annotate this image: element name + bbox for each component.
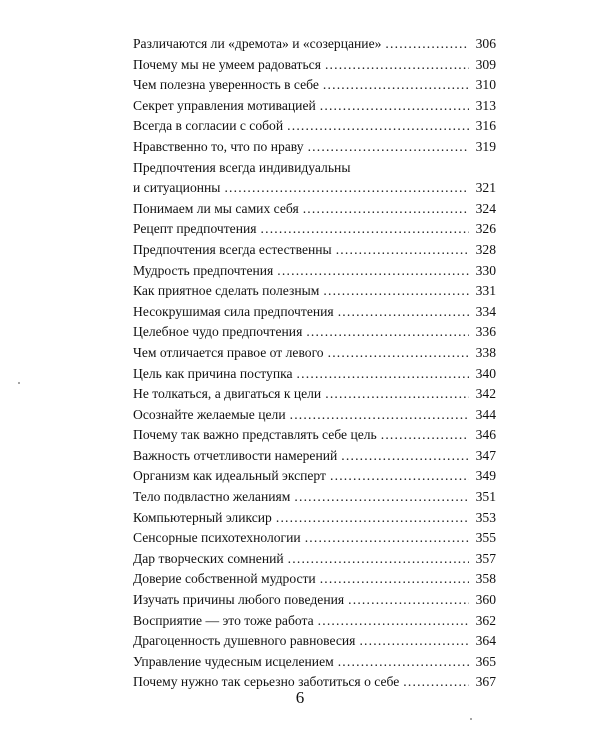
toc-entry-page: 355: [475, 530, 496, 546]
toc-entry: [133, 528, 496, 549]
toc-entry-page: 324: [475, 200, 496, 216]
scan-speck: [18, 382, 20, 384]
toc-dot-leader: [303, 199, 469, 220]
toc-entry-page: 310: [475, 77, 496, 93]
toc-entry-title: Различаются ли «дремота» и «созерцание»: [133, 36, 382, 51]
toc-dot-leader: [381, 425, 469, 446]
toc-entry-page: 313: [475, 97, 496, 113]
toc-entry-page: 347: [475, 447, 496, 463]
toc-entry-page: 353: [475, 509, 496, 525]
toc-entry: [133, 55, 496, 76]
toc-entry: [133, 466, 496, 487]
toc-entry-page: 319: [475, 138, 496, 154]
toc-entry-page: 351: [475, 489, 496, 505]
toc-entry: [133, 631, 496, 652]
toc-entry: [133, 281, 496, 302]
toc-entry-page: 362: [475, 612, 496, 628]
toc-entry: [133, 322, 496, 343]
toc-entry-title: Почему так важно представлять себе цель: [133, 427, 377, 443]
toc-entry: [133, 611, 496, 632]
toc-entry: [133, 75, 496, 96]
toc-dot-leader: [359, 631, 469, 652]
toc-entry: [133, 116, 496, 137]
toc-entry: [133, 549, 496, 570]
toc-entry-page: 349: [475, 468, 496, 484]
toc-entry-page: 328: [475, 241, 496, 257]
toc-dot-leader: [320, 96, 469, 117]
toc-entry-page: 309: [475, 56, 496, 72]
toc-entry-title: Предпочтения всегда естественны: [133, 241, 332, 257]
toc-entry: [133, 343, 496, 364]
toc-entry: [133, 364, 496, 385]
toc-dot-leader: [297, 364, 469, 385]
toc-entry-title: Целебное чудо предпочтения: [133, 324, 303, 340]
toc-dot-leader: [294, 487, 469, 508]
toc-entry-title: Чем полезна уверенность в себе: [133, 77, 319, 93]
toc-entry-page: 321: [475, 180, 496, 196]
toc-dot-leader: [336, 240, 469, 261]
toc-entry-page: 331: [475, 283, 496, 299]
table-of-contents: [133, 34, 496, 693]
toc-dot-leader: [318, 611, 469, 632]
toc-entry: [133, 240, 496, 261]
toc-dot-leader: [338, 302, 469, 323]
toc-dot-leader: [323, 281, 469, 302]
toc-entry: [133, 96, 496, 117]
toc-entry-title: Чем отличается правое от левого: [133, 344, 324, 360]
toc-entry-page: 358: [475, 571, 496, 587]
toc-dot-leader: [305, 528, 469, 549]
toc-entry-page: 364: [475, 633, 496, 649]
toc-dot-leader: [385, 34, 469, 55]
toc-entry: [133, 405, 496, 426]
toc-entry-title: Дар творческих сомнений: [133, 550, 284, 566]
toc-dot-leader: [325, 384, 469, 405]
toc-entry-page: 326: [475, 221, 496, 237]
toc-entry-continuation: [133, 178, 496, 199]
toc-entry-page: 336: [475, 324, 496, 340]
toc-entry-page: 330: [475, 262, 496, 278]
toc-entry: [133, 569, 496, 590]
toc-dot-leader: [261, 219, 469, 240]
toc-dot-leader: [320, 569, 469, 590]
toc-dot-leader: [328, 343, 469, 364]
toc-entry: [133, 302, 496, 323]
toc-entry-title: и ситуационны: [133, 180, 221, 196]
toc-entry-title: Рецепт предпочтения: [133, 221, 257, 237]
toc-entry-title: Управление чудесным исцелением: [133, 653, 334, 669]
toc-entry: [133, 158, 496, 199]
toc-entry: [133, 261, 496, 282]
toc-entry-title: Цель как причина поступка: [133, 365, 293, 381]
toc-dot-leader: [338, 652, 469, 673]
toc-entry-page: 346: [475, 427, 496, 443]
toc-entry-title: Важность отчетливости намерений: [133, 447, 338, 463]
toc-entry-title: Как приятное сделать полезным: [133, 283, 320, 299]
toc-entry: [133, 590, 496, 611]
toc-entry-title: Драгоценность душевного равновесия: [133, 633, 356, 649]
toc-entry: [133, 384, 496, 405]
toc-dot-leader: [288, 549, 469, 570]
toc-entry-page: 338: [475, 344, 496, 360]
toc-entry-page: 367: [475, 674, 496, 690]
toc-entry-title: Организм как идеальный эксперт: [133, 468, 326, 484]
toc-entry: [133, 425, 496, 446]
toc-entry-page: 344: [475, 406, 496, 422]
toc-entry-title: Осознайте желаемые цели: [133, 406, 286, 422]
toc-entry: [133, 137, 496, 158]
toc-entry-title: Сенсорные психотехнологии: [133, 530, 301, 546]
toc-entry: [133, 652, 496, 673]
toc-entry-page: 357: [475, 550, 496, 566]
toc-entry-title: Несокрушимая сила предпочтения: [133, 303, 334, 319]
toc-entry-page: 360: [475, 592, 496, 608]
toc-entry-title: Секрет управления мотивацией: [133, 97, 316, 113]
toc-entry: [133, 199, 496, 220]
toc-entry-title: Нравственно то, что по нраву: [133, 138, 304, 154]
toc-entry-title: Компьютерный эликсир: [133, 509, 272, 525]
page-number: 6: [295, 688, 305, 707]
toc-entry-page: 342: [475, 386, 496, 402]
toc-dot-leader: [287, 116, 469, 137]
toc-entry: [133, 508, 496, 529]
toc-entry-title: Тело подвластно желаниям: [133, 489, 291, 505]
toc-entry-page: 316: [475, 118, 496, 134]
toc-dot-leader: [323, 75, 469, 96]
toc-dot-leader: [290, 405, 469, 426]
toc-entry-title: Мудрость предпочтения: [133, 262, 274, 278]
toc-entry-title: Доверие собственной мудрости: [133, 571, 316, 587]
toc-entry: [133, 219, 496, 240]
toc-dot-leader: [308, 137, 469, 158]
toc-entry-title: Понимаем ли мы самих себя: [133, 200, 299, 216]
toc-entry-page: 306: [475, 36, 496, 51]
toc-entry-page: 365: [475, 653, 496, 669]
toc-dot-leader: [330, 466, 469, 487]
toc-entry-title: Почему нужно так серьезно заботиться о себе: [133, 674, 400, 690]
toc-entry-title: Не толкаться, а двигаться к цели: [133, 386, 322, 402]
scan-speck: [470, 718, 472, 720]
toc-entry-title: Почему мы не умеем радоваться: [133, 56, 321, 72]
toc-dot-leader: [325, 55, 469, 76]
toc-dot-leader: [348, 590, 469, 611]
toc-entry: [133, 446, 496, 467]
toc-dot-leader: [224, 178, 469, 199]
toc-entry-title: Восприятие — это тоже работа: [133, 612, 314, 628]
toc-entry-title: Предпочтения всегда индивидуальны: [133, 159, 351, 175]
toc-entry: [133, 34, 496, 55]
toc-entry-title: Изучать причины любого поведения: [133, 592, 345, 608]
toc-dot-leader: [341, 446, 469, 467]
toc-entry-page: 340: [475, 365, 496, 381]
toc-entry: [133, 487, 496, 508]
toc-entry-page: 334: [475, 303, 496, 319]
toc-dot-leader: [306, 322, 469, 343]
toc-entry-title: Всегда в согласии с собой: [133, 118, 284, 134]
toc-dot-leader: [277, 261, 469, 282]
toc-dot-leader: [276, 508, 469, 529]
